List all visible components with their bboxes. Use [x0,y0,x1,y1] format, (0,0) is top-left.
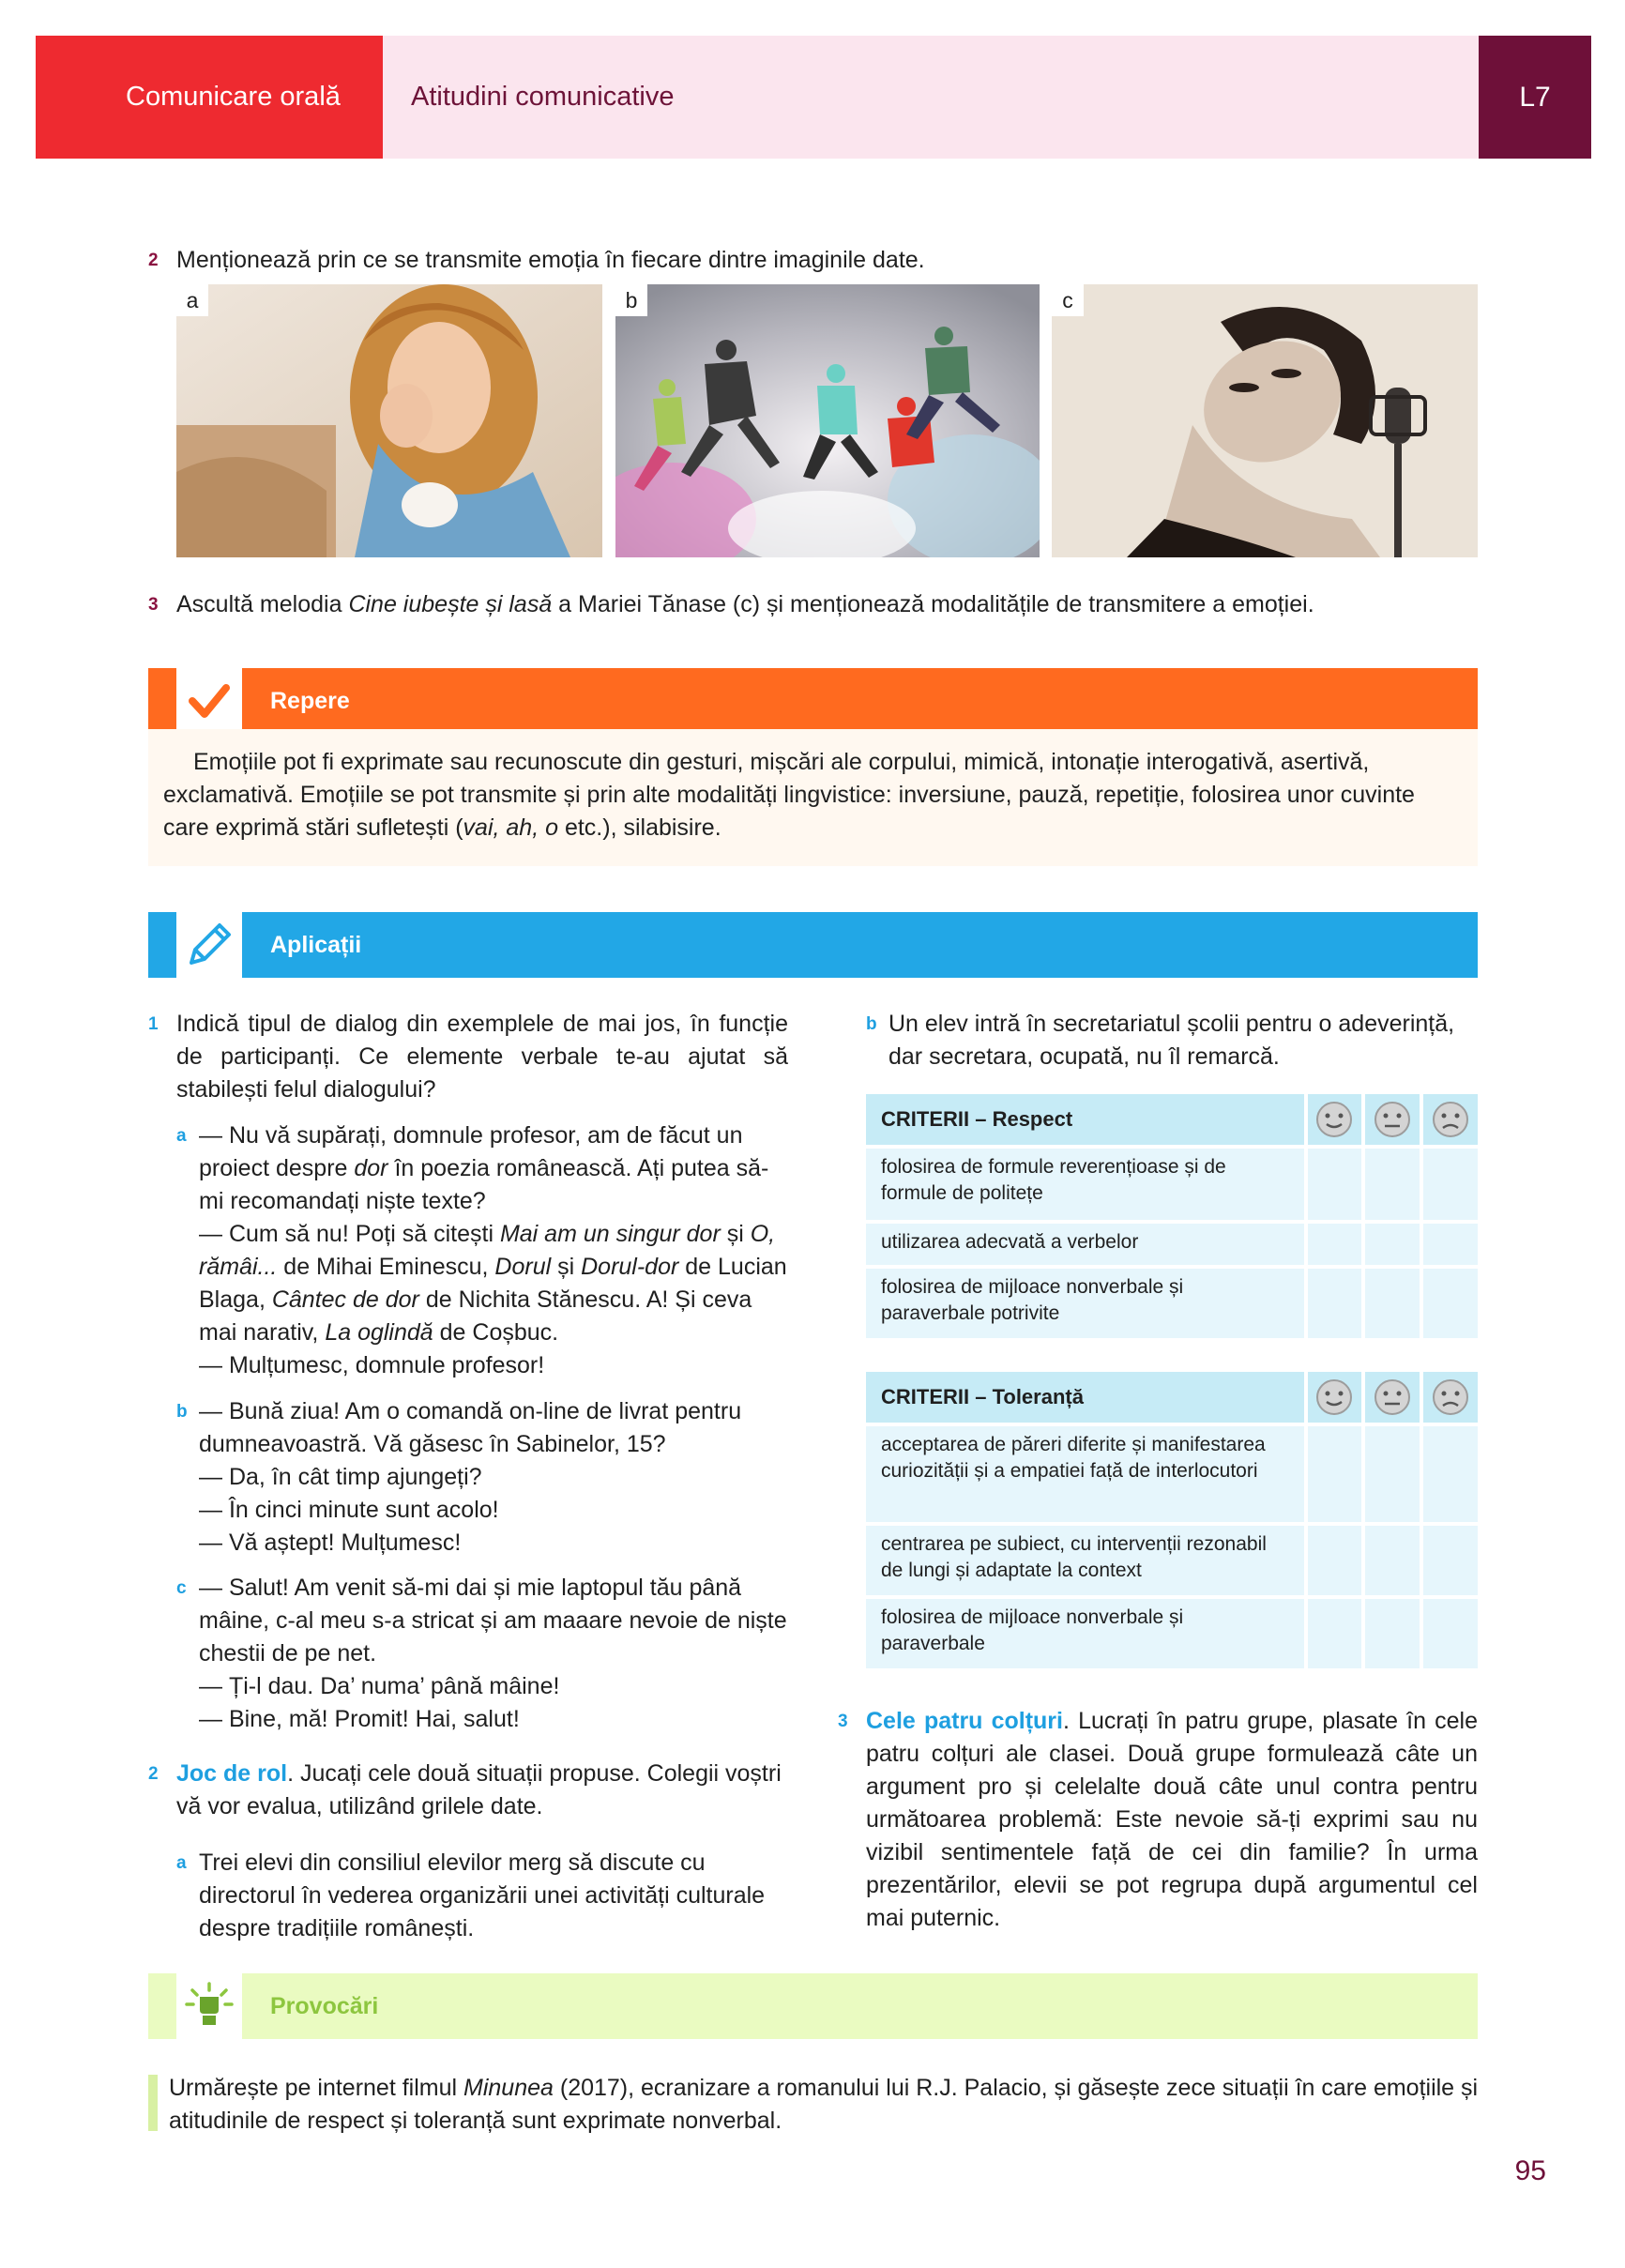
repere-title: Repere [242,668,1478,734]
smile-face-icon [1308,1372,1362,1423]
photo-label-c: c [1052,284,1084,316]
header-lesson-label: L7 [1479,36,1591,159]
rating-cell[interactable] [1423,1599,1478,1668]
sad-face-icon [1423,1094,1478,1145]
photo-c-singer-microphone [1052,284,1478,557]
lightbulb-icon [176,1973,242,2039]
subitem-letter: b [866,1014,877,1034]
rating-cell[interactable] [1308,1149,1362,1220]
rating-cell[interactable] [1365,1426,1420,1522]
rating-cell[interactable] [1365,1224,1420,1265]
photo-label-b: b [615,284,647,316]
table-row: acceptarea de păreri diferite și manifestarea curiozității și a empatiei față de interlocutori [866,1426,1304,1522]
rating-cell[interactable] [1423,1149,1478,1220]
subitem-letter: a [176,1126,187,1146]
rating-cell[interactable] [1308,1224,1362,1265]
table-row: folosirea de formule reverențioase și de formule de politețe [866,1149,1304,1220]
exercise-text: Menționează prin ce se transmite emoția în fiecare dintre imaginile date. [176,247,925,273]
provocari-title: Provocări [242,1973,1478,2039]
provocari-accent [148,1973,176,2039]
exercise-text: Cele patru colțuri. Lucrați în patru grupe, plasate în cele patru colțuri ale clasei. Două grupe formulează câte un argument pro și celelalte două câte unul contra pentru următoarea problemă: Este nevoie să-ți exprimi sau nu vizibil sentimentele față de cei din familie? În urma prezentărilor, elevii se pot regrupa după argumentul cel mai puternic. [866,1708,1478,1931]
role-play-b: Un elev intră în secretariatul școlii pentru o adeverință, dar secretara, ocupată, nu îl remarcă. [888,1011,1455,1070]
sad-face-icon [1423,1372,1478,1423]
exercise-text: Ascultă melodia Cine iubește și lasă a Mariei Tănase (c) și menționează modalitățile de transmitere a emoției. [176,591,1314,617]
repere-body: Emoțiile pot fi exprimate sau recunoscute din gesturi, mișcări ale corpului, mimică, intonație interogativă, asertivă, exclamativă. Emoțiile se pot transmite și prin alte modalități lingvistice: inversiune, pauză, repetiție, folosirea unor cuvinte care exprimă stări sufletești (vai, ah, o etc.), silabisire. [148,729,1478,866]
exercise-text: Joc de rol. Jucați cele două situații propuse. Colegii voștri vă vor evalua, utilizând grilele date. [176,1760,782,1819]
pencil-icon [176,912,242,978]
criteria-table-respect [866,1094,1478,1342]
photo-a-crying-girl [176,284,602,557]
rating-cell[interactable] [1365,1526,1420,1595]
photo-b-jumping-dancers [615,284,1040,557]
rating-cell[interactable] [1365,1149,1420,1220]
table-row: folosirea de mijloace nonverbale și paraverbale [866,1599,1304,1668]
rating-cell[interactable] [1308,1599,1362,1668]
table-row: centrarea pe subiect, cu intervenții rezonabil de lungi și adaptate la context [866,1526,1304,1595]
rating-cell[interactable] [1423,1224,1478,1265]
rating-cell[interactable] [1423,1526,1478,1595]
rating-cell[interactable] [1423,1426,1478,1522]
rating-cell[interactable] [1308,1426,1362,1522]
criteria-table-toleranta [866,1372,1478,1672]
table-header: CRITERII – Toleranță [866,1372,1304,1423]
subitem-letter: a [176,1853,187,1873]
rating-cell[interactable] [1423,1269,1478,1338]
exercise-text: Indică tipul de dialog din exemplele de mai jos, în funcție de participanți. Ce elemente verbale te-au ajutat să stabilești felul dialogului? [176,1011,788,1103]
dialog-c: — Salut! Am venit să-mi dai și mie laptopul tău până mâine, c-al meu s-a stricat și am maaare nevoie de niște chestii de pe net. — Ți-l dau. Da’ numa’ până mâine! — Bine, mă! Promit! Hai, salut! [199,1575,787,1732]
table-row: utilizarea adecvată a verbelor [866,1224,1304,1265]
subitem-letter: c [176,1578,187,1598]
photo-label-a: a [176,284,208,316]
page-number: 95 [1514,2155,1546,2186]
exercise-number: 3 [148,595,159,615]
dialog-a: — Nu vă supărați, domnule profesor, am de făcut un proiect despre dor în poezia românească. Ați putea să-mi recomandați niște texte? — Cum să nu! Poți să citești Mai am un singur dor și O, rămâi... de Mihai Eminescu, Dorul și Dorul-dor de Lucian Blaga, Cântec de dor de Nichita Stănescu. A! Și ceva mai narativ, La oglindă de Coșbuc. — Mulțumesc, domnule profesor! [199,1122,787,1378]
subitem-letter: b [176,1402,188,1422]
dialog-b: — Bună ziua! Am o comandă on-line de livrat pentru dumneavoastră. Vă găsesc în Sabinelor, 15? — Da, în cât timp ajungeți? — În cinci minute sunt acolo! — Vă aștept! Mulțumesc! [199,1398,742,1556]
header-topic-label: Atitudini comunicative [383,36,1479,159]
exercise-number: 2 [148,251,159,270]
neutral-face-icon [1365,1372,1420,1423]
smile-face-icon [1308,1094,1362,1145]
role-play-a: Trei elevi din consiliul elevilor merg să discute cu directorul în vederea organizării unei activități culturale despre tradițiile românești. [199,1849,766,1941]
rating-cell[interactable] [1308,1269,1362,1338]
aplicatii-accent [148,912,176,978]
table-header: CRITERII – Respect [866,1094,1304,1145]
page-header [36,36,1591,159]
checkmark-icon [176,668,242,734]
aplicatii-title: Aplicații [242,912,1478,978]
rating-cell[interactable] [1365,1269,1420,1338]
rating-cell[interactable] [1308,1526,1362,1595]
neutral-face-icon [1365,1094,1420,1145]
table-row: folosirea de mijloace nonverbale și paraverbale potrivite [866,1269,1304,1338]
provocari-text: Urmărește pe internet filmul Minunea (2017), ecranizare a romanului lui R.J. Palacio, și găsește zece situații în care emoțiile și atitudinile de respect și toleranță sunt exprimate nonverbal. [169,2075,1479,2134]
provocari-text-accent [148,2075,158,2131]
exercise-number: 3 [838,1712,848,1731]
exercise-number: 1 [148,1014,159,1034]
repere-accent [148,668,176,734]
header-section-label: Comunicare orală [36,36,383,159]
rating-cell[interactable] [1365,1599,1420,1668]
exercise-number: 2 [148,1764,159,1784]
